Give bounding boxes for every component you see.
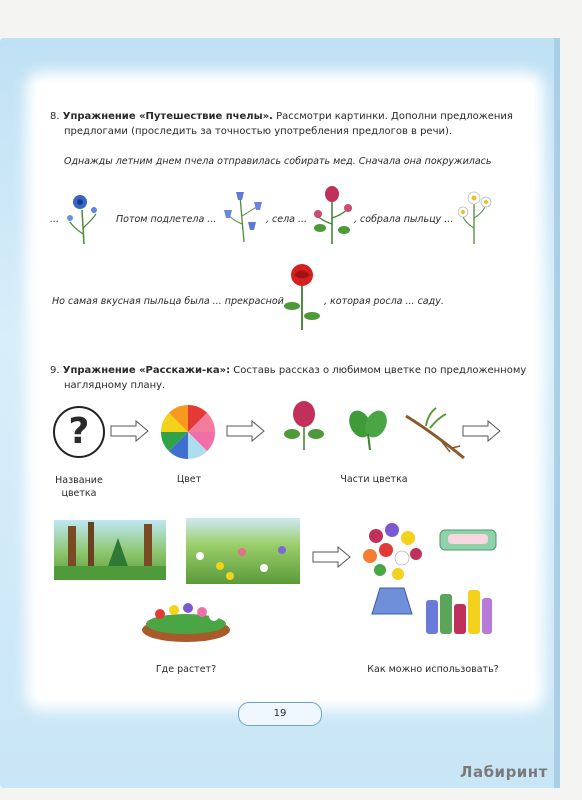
meadow-picture: [186, 518, 300, 584]
bellflower-icon: [222, 186, 266, 244]
arrow-right-icon: [312, 546, 352, 568]
perfume-bottles-icon: [424, 580, 496, 636]
label-name-line1: Название: [55, 475, 103, 486]
arrow-right-icon: [226, 420, 266, 442]
soap-icon: [438, 526, 498, 552]
ex9-header: [50, 364, 530, 378]
flowerbed-icon: [140, 598, 232, 644]
cornflower-icon: [64, 188, 102, 246]
label-use: Как можно использовать?: [367, 664, 499, 675]
arrow-right-icon: [110, 420, 150, 442]
ex9-instruction: Составь рассказ о любимом цветке по предложенному: [230, 365, 527, 376]
root-icon: [402, 406, 468, 462]
clover-icon: [312, 184, 352, 246]
ex8-sentence-2b: , села ...: [266, 214, 308, 225]
ex8-sentence-3a: Но самая вкусная пыльца была ... прекрасной: [52, 296, 284, 307]
label-name-line2: цветка: [61, 488, 97, 499]
page-number: 19: [238, 702, 322, 726]
ex8-instruction: Рассмотри картинки. Дополни предложения: [272, 111, 513, 122]
ex8-sentence-3b: , которая росла ... саду.: [324, 296, 444, 307]
ex8-sentence-1: Однажды летним днем пчела отправилась собирать мед. Сначала она покружилась: [64, 156, 492, 167]
ex8-header: [50, 110, 530, 124]
rose-icon: [280, 262, 324, 332]
ex8-title: Упражнение «Путешествие пчелы».: [62, 111, 273, 122]
clover-flower-icon: [282, 400, 326, 452]
forest-picture: [54, 520, 166, 580]
label-parts: Части цветка: [340, 474, 408, 485]
ex8-number: 8.: [50, 111, 60, 122]
ex9-title: Упражнение «Расскажи-ка»:: [62, 365, 231, 376]
label-where: Где растет?: [155, 664, 217, 675]
color-wheel-icon: [160, 404, 216, 460]
label-name: [44, 474, 114, 500]
ex8-sentence-2a: Потом подлетела ...: [116, 214, 217, 225]
ex8-sentence-2c: , собрала пыльцу ...: [354, 214, 454, 225]
publisher-logo: Лабиринт: [460, 763, 548, 781]
ex8-blank-1: ...: [50, 214, 60, 225]
leaf-icon: [346, 404, 390, 452]
arrow-right-icon: [462, 420, 502, 442]
question-circle-icon: ?: [53, 406, 105, 458]
label-color: Цвет: [176, 474, 202, 485]
chamomile-icon: [458, 188, 492, 246]
bouquet-vase-icon: [356, 516, 428, 616]
ex8-instruction-line2: предлогами (проследить за точностью употребления предлогов в речи).: [64, 126, 453, 137]
ex9-instruction-line2: наглядному плану.: [64, 380, 166, 391]
ex9-number: 9.: [50, 365, 60, 376]
